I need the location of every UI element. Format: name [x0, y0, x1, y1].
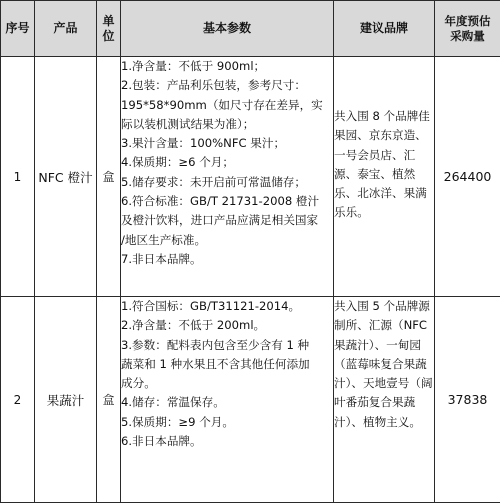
row-unit: 盒 — [97, 297, 121, 503]
row-brands: 共入围 8 个品牌佳果园、京东京造、一号会员店、汇源、泰宝、植然乐、北冰洋、果满乐乐。 — [334, 57, 435, 297]
header-annual-qty-line1: 年度预估 — [445, 14, 491, 28]
row-annual-qty: 37838 — [435, 297, 500, 503]
param-line: 1.净含量：不低于 900ml； — [121, 57, 333, 76]
param-line: 及橙汁饮料，进口产品应满足相关国家 — [121, 211, 333, 230]
header-params: 基本参数 — [121, 1, 334, 57]
header-row — [1, 1, 500, 57]
param-line: 5.储存要求：未开启前可常温储存； — [121, 173, 333, 192]
table-row — [1, 297, 500, 503]
header-product: 产品 — [35, 1, 97, 57]
header-annual-qty-line2: 采购量 — [450, 29, 485, 43]
param-line: 成分。 — [121, 374, 333, 393]
param-line: 际以装机测试结果为准）； — [121, 115, 333, 134]
header-brands: 建议品牌 — [334, 1, 435, 57]
param-line: 195*58*90mm（如尺寸存在差异，实 — [121, 96, 333, 115]
row-annual-qty: 264400 — [435, 57, 500, 297]
param-line: 7.非日本品牌。 — [121, 250, 333, 269]
param-line: 1.符合国标：GB/T31121-2014。 — [121, 297, 333, 316]
param-line: 4.储存：常温保存。 — [121, 393, 333, 412]
param-line: 2.包装：产品利乐包装，参考尺寸： — [121, 76, 333, 95]
param-line: 2.净含量：不低于 200ml。 — [121, 316, 333, 335]
row-brands: 共入围 5 个品牌源制所、汇源（NFC 果蔬汁）、一甸园（蓝莓味复合果蔬汁）、天地壹号（阔叶番茄复合果蔬汁）、植物主义。 — [334, 297, 435, 503]
row-params — [121, 57, 334, 297]
row-unit: 盒 — [97, 57, 121, 297]
param-line: /地区生产标准。 — [121, 231, 333, 250]
param-line: 3.果汁含量：100%NFC 果汁； — [121, 134, 333, 153]
row-seq: 1 — [1, 57, 35, 297]
param-line: 6.符合标准：GB/T 21731-2008 橙汁 — [121, 192, 333, 211]
param-line: 5.保质期：≥9 个月。 — [121, 413, 333, 432]
table-row — [1, 57, 500, 297]
row-product: NFC 橙汁 — [35, 57, 97, 297]
param-line: 6.非日本品牌。 — [121, 432, 333, 451]
header-unit: 单位 — [97, 1, 121, 57]
header-annual-qty — [435, 1, 500, 57]
param-line: 4.保质期：≥6 个月； — [121, 153, 333, 172]
row-params — [121, 297, 334, 503]
row-seq: 2 — [1, 297, 35, 503]
param-line: 蔬菜和 1 种水果且不含其他任何添加 — [121, 355, 333, 374]
param-line: 3.参数：配料表内包含至少含有 1 种 — [121, 336, 333, 355]
row-product: 果蔬汁 — [35, 297, 97, 503]
header-seq: 序号 — [1, 1, 35, 57]
